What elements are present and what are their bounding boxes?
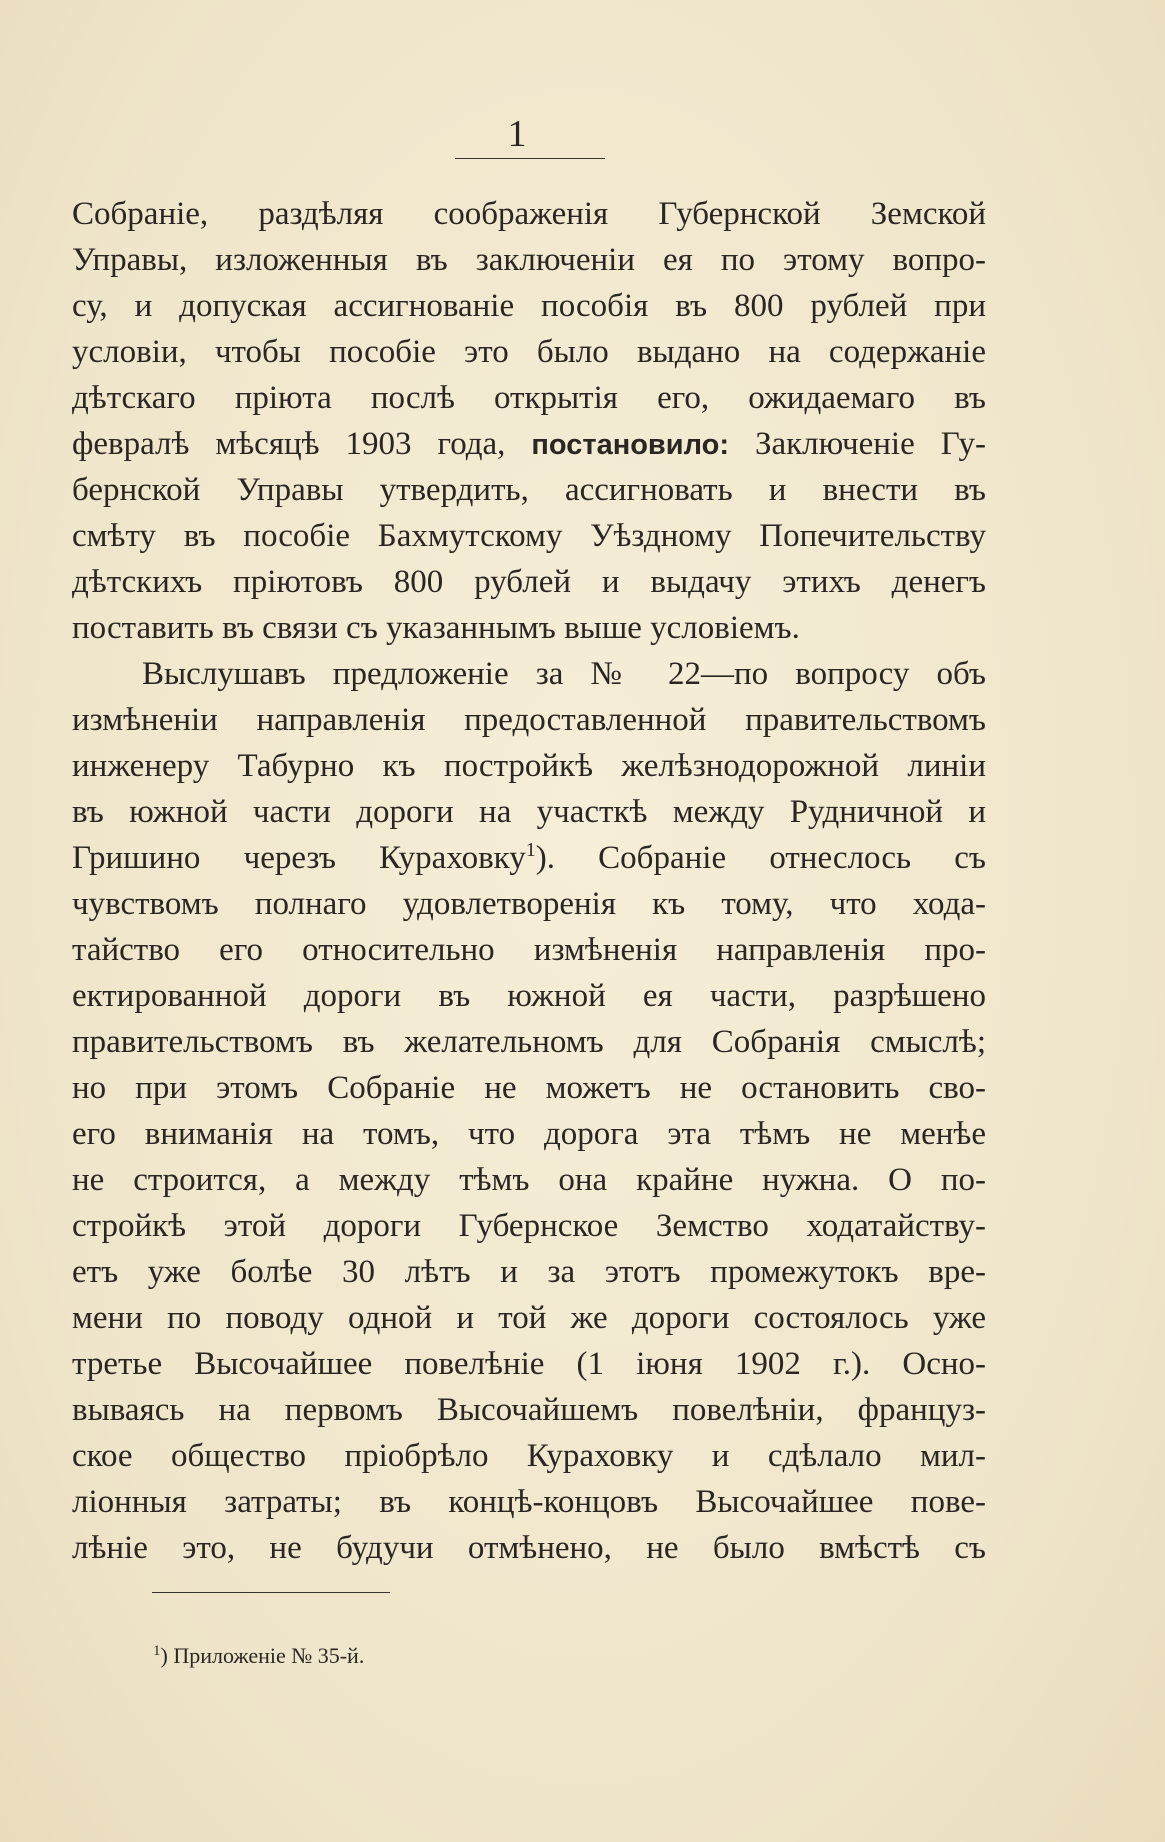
text-line: стройкѣ этой дороги Губернское Земство ходатайству-: [72, 1208, 986, 1244]
text-line: Собраніе, раздѣляя соображенія Губернской Земской: [72, 196, 986, 232]
text-line: су, и допуская ассигнованіе пособія въ 800 рублей при: [72, 288, 986, 324]
text-line: измѣненіи направленія предоставленной правительствомъ: [72, 702, 986, 738]
text-line: ектированной дороги въ южной ея части, разрѣшено: [72, 978, 986, 1014]
text-line: ское общество пріобрѣло Кураховку и сдѣлало мил-: [72, 1438, 986, 1474]
page-number-rule: [455, 158, 605, 159]
text-line: тайство его относительно измѣненія направленія про-: [72, 932, 986, 968]
text-line: смѣту въ пособіе Бахмутскому Уѣздному Попечительству: [72, 518, 986, 554]
text-line: третье Высочайшее повелѣніе (1 іюня 1902 г.). Осно-: [72, 1346, 986, 1382]
text-run: Заключеніе Гу-: [729, 426, 987, 462]
text-run: ). Собраніе отнеслось съ: [535, 840, 986, 876]
text-line: поставить въ связи съ указаннымъ выше условіемъ.: [72, 610, 800, 646]
text-line: мени по поводу одной и той же дороги состоялось уже: [72, 1300, 986, 1336]
page-number: 1: [507, 113, 527, 155]
text-line: правительствомъ въ желательномъ для Собранія смыслѣ;: [72, 1024, 986, 1060]
text-line: инженеру Табурно къ постройкѣ желѣзнодорожной линіи: [72, 748, 986, 784]
text-line: [72, 421, 986, 467]
text-line: бернской Управы утвердить, ассигновать и внести въ: [72, 472, 986, 508]
body-text: [72, 191, 986, 1571]
text-line: етъ уже болѣе 30 лѣтъ и за этотъ промежутокъ вре-: [72, 1254, 986, 1290]
text-line: дѣтскаго пріюта послѣ открытія его, ожидаемаго въ: [72, 380, 986, 416]
text-line: его вниманія на томъ, что дорога эта тѣмъ не менѣе: [72, 1116, 986, 1152]
footnote-text: ) Приложеніе № 35-й.: [160, 1643, 365, 1668]
resolution-keyword: постановило:: [531, 429, 729, 461]
paragraph-start-line: Выслушавъ предложеніе за № 22—по вопросу объ: [142, 656, 986, 692]
text-line: Управы, изложенныя въ заключеніи ея по этому вопро-: [72, 242, 986, 278]
text-line: не строится, а между тѣмъ она крайне нужна. О по-: [72, 1162, 986, 1198]
text-line: условіи, чтобы пособіе это было выдано на содержаніе: [72, 334, 986, 370]
text-line: лѣніе это, не будучи отмѣнено, не было вмѣстѣ съ: [72, 1530, 986, 1566]
text-line: въ южной части дороги на участкѣ между Рудничной и: [72, 794, 986, 830]
text-run: Гришино черезъ Кураховку: [72, 840, 526, 876]
footnote-mark: 1: [153, 1643, 161, 1659]
text-line: [72, 835, 986, 881]
footnote-rule: [152, 1592, 390, 1593]
text-line: но при этомъ Собраніе не можетъ не остановить сво-: [72, 1070, 986, 1106]
text-line: вываясь на первомъ Высочайшемъ повелѣніи, француз-: [72, 1392, 986, 1428]
text-line: дѣтскихъ пріютовъ 800 рублей и выдачу этихъ денегъ: [72, 564, 986, 600]
footnote: [153, 1642, 364, 1670]
text-line: ліонныя затраты; въ концѣ-концовъ Высочайшее пове-: [72, 1484, 986, 1520]
text-run: февралѣ мѣсяцѣ 1903 года,: [72, 426, 532, 462]
footnote-reference: 1: [525, 839, 536, 861]
text-line: чувствомъ полнаго удовлетворенія къ тому, что хода-: [72, 886, 986, 922]
